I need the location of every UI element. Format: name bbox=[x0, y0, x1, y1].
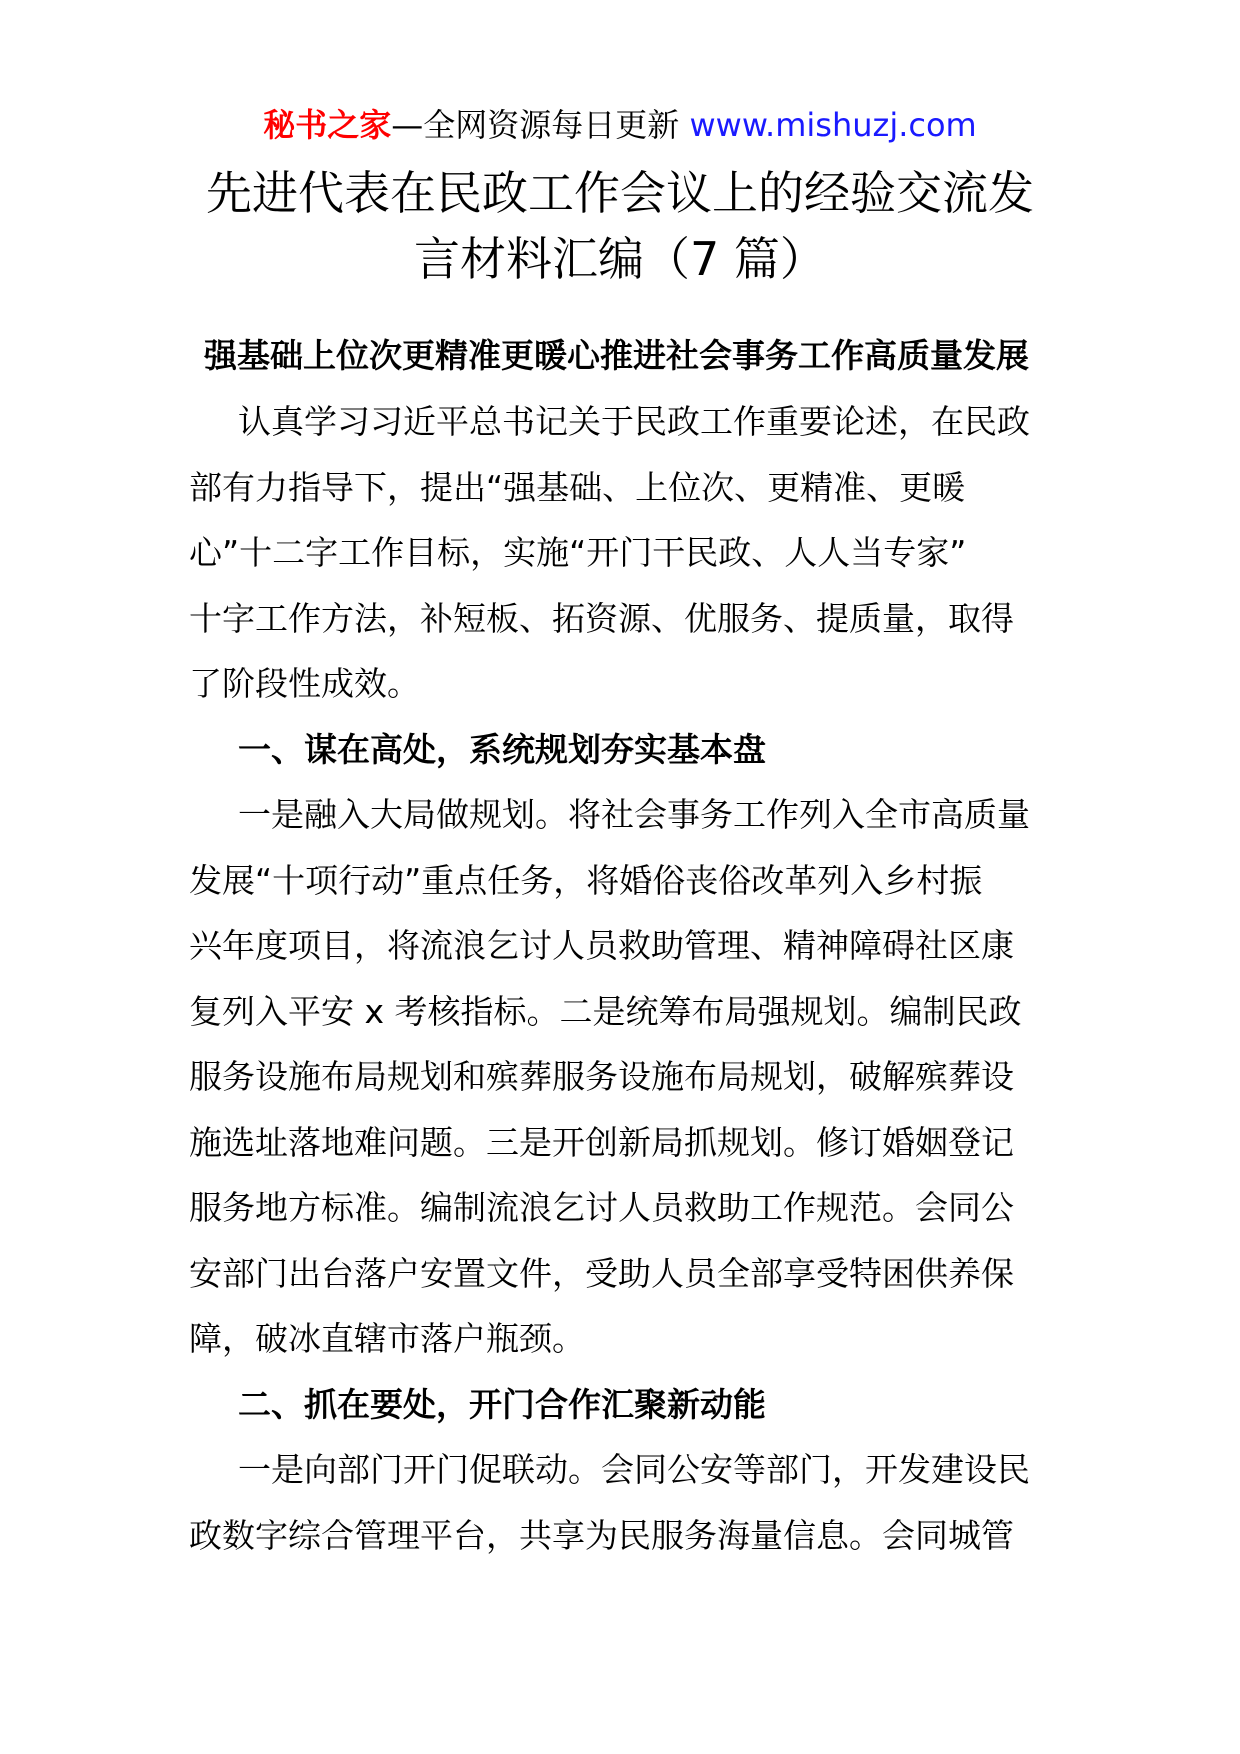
site-tagline: —全网资源每日更新 bbox=[391, 106, 680, 144]
intro-paragraph bbox=[189, 389, 1051, 717]
document-body bbox=[189, 323, 1051, 1568]
section-2-paragraph bbox=[189, 1437, 1051, 1568]
section-1-paragraph bbox=[189, 782, 1051, 1372]
paragraph-line: 政数字综合管理平台，共享为民服务海量信息。会同城管 bbox=[189, 1515, 1014, 1555]
document-subtitle: 强基础上位次更精准更暖心推进社会事务工作高质量发展 bbox=[204, 336, 1029, 375]
title-line: 先进代表在民政工作会议上的经验交流发 bbox=[206, 166, 1034, 220]
paragraph-line: 发展“十项行动”重点任务，将婚俗丧俗改革列入乡村振 bbox=[189, 860, 983, 900]
paragraph-line: 心”十二字工作目标，实施“开门干民政、人人当专家” bbox=[189, 533, 967, 572]
paragraph-line: 服务设施布局规划和殡葬服务设施布局规划，破解殡葬设 bbox=[189, 1057, 1014, 1096]
title-line: 言材料汇编（7 篇） bbox=[414, 232, 826, 286]
paragraph-line: 认真学习习近平总书记关于民政工作重要论述，在民政 bbox=[238, 402, 1030, 441]
site-header bbox=[0, 100, 1240, 150]
site-url-link[interactable]: www.mishuzj.com bbox=[689, 106, 977, 144]
section-heading-1: 一、谋在高处，系统规划夯实基本盘 bbox=[238, 729, 766, 769]
paragraph-line: 障，破冰直辖市落户瓶颈。 bbox=[189, 1319, 585, 1358]
paragraph-line: 部有力指导下，提出“强基础、上位次、更精准、更暖 bbox=[189, 467, 966, 507]
paragraph-line: 了阶段性成效。 bbox=[189, 664, 420, 703]
paragraph-line: 一是向部门开门促联动。会同公安等部门，开发建设民 bbox=[238, 1450, 1030, 1489]
paragraph-line: 服务地方标准。编制流浪乞讨人员救助工作规范。会同公 bbox=[189, 1188, 1014, 1227]
paragraph-line: 安部门出台落户安置文件，受助人员全部享受特困供养保 bbox=[189, 1253, 1014, 1293]
section-heading-2: 二、抓在要处，开门合作汇聚新动能 bbox=[238, 1384, 766, 1424]
site-brand: 秘书之家 bbox=[263, 106, 392, 144]
document-title bbox=[150, 160, 1090, 292]
paragraph-line: 十字工作方法，补短板、拓资源、优服务、提质量，取得 bbox=[189, 598, 1014, 638]
paragraph-line: 施选址落地难问题。三是开创新局抓规划。修订婚姻登记 bbox=[189, 1122, 1014, 1162]
paragraph-line: 兴年度项目，将流浪乞讨人员救助管理、精神障碍社区康 bbox=[189, 926, 1014, 965]
paragraph-line: 复列入平安 x 考核指标。二是统筹布局强规划。编制民政 bbox=[189, 991, 1022, 1031]
paragraph-line: 一是融入大局做规划。将社会事务工作列入全市高质量 bbox=[238, 795, 1030, 834]
